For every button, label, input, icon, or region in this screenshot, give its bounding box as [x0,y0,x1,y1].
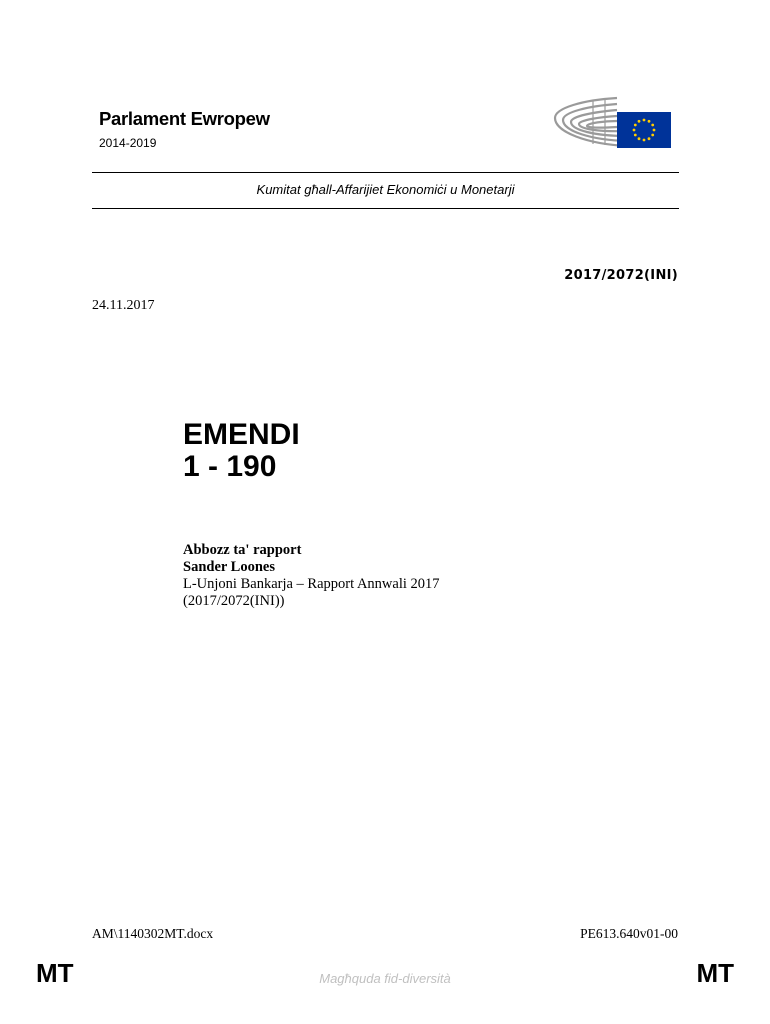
procedure-number: 2017/2072(INI) [564,268,678,283]
committee-name: Kumitat għall-Affarijiet Ekonomiċi u Monetarji [256,182,515,197]
title-line-2: 1 - 190 [183,450,277,483]
eu-motto: Magħquda fid-diversità [319,971,451,986]
language-code-left: MT [36,958,74,988]
report-title: L-Unjoni Bankarja – Rapport Annwali 2017 [183,576,440,592]
european-parliament-logo-icon [553,88,673,152]
header-divider-bottom [92,208,679,209]
document-title [183,419,300,483]
draft-type: Abbozz ta' rapport [183,542,302,558]
pe-reference: PE613.640v01-00 [580,926,678,941]
document-date: 24.11.2017 [92,298,155,313]
eu-flag [617,112,671,148]
language-code-right: MT [696,958,734,988]
header-divider-top [92,172,679,173]
hemicycle-flag-graphic [553,88,673,152]
rapporteur-name: Sander Loones [183,559,275,575]
file-reference: AM\1140302MT.docx [92,926,214,941]
report-code: (2017/2072(INI)) [183,593,285,609]
institution-name: Parlament Ewropew [99,108,270,129]
title-line-1: EMENDI [183,418,300,451]
parliamentary-term: 2014-2019 [99,136,157,150]
